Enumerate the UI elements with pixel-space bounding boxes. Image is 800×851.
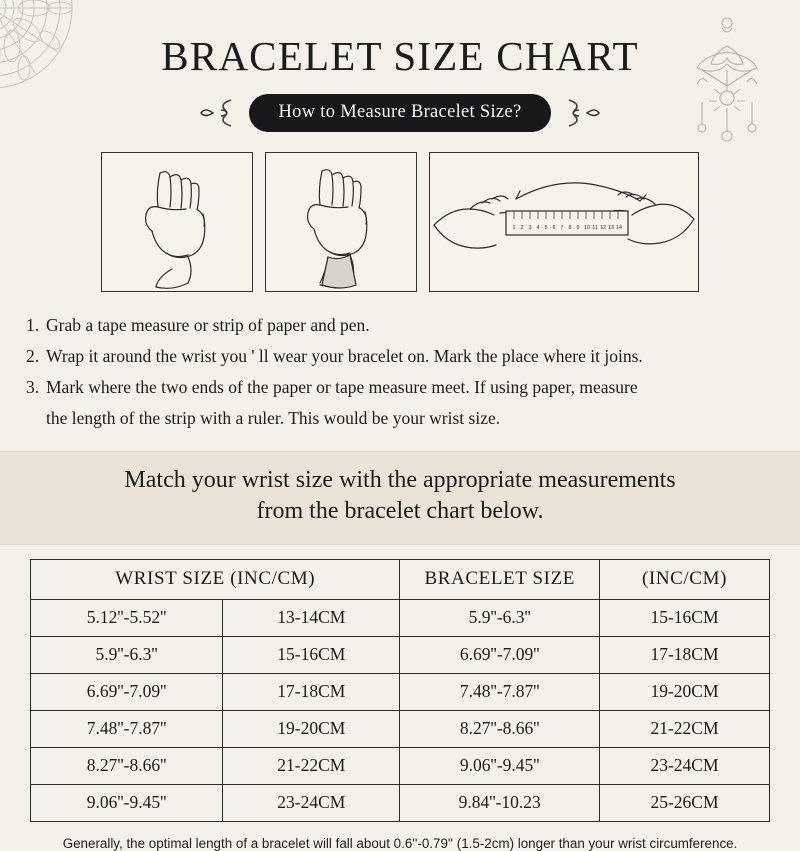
cell-bracelet-cm: 15-16CM (600, 599, 770, 636)
instruction-number: 3. (26, 377, 40, 398)
cell-bracelet-inch: 9.06''-9.45'' (400, 747, 600, 784)
flourish-left-icon (197, 96, 237, 130)
table-header-unit: (INC/CM) (600, 559, 770, 599)
svg-text:1: 1 (512, 225, 516, 231)
cell-wrist-cm: 21-22CM (223, 747, 400, 784)
svg-text:2: 2 (520, 225, 524, 231)
svg-text:8: 8 (568, 225, 572, 231)
svg-text:12: 12 (600, 225, 606, 231)
cell-wrist-cm: 23-24CM (223, 784, 400, 821)
size-table-wrapper (0, 545, 800, 822)
cell-wrist-cm: 17-18CM (223, 673, 400, 710)
panel-hand-with-tape-2 (265, 152, 417, 292)
instruction-item (26, 310, 774, 341)
hand-drawing-1-icon (102, 153, 252, 291)
cell-bracelet-cm: 25-26CM (600, 784, 770, 821)
illustration-panels (0, 152, 800, 292)
svg-text:14: 14 (616, 225, 622, 231)
cell-wrist-inch: 9.06''-9.45'' (31, 784, 223, 821)
svg-text:5: 5 (544, 225, 548, 231)
cell-bracelet-inch: 6.69''-7.09'' (400, 636, 600, 673)
cell-bracelet-cm: 17-18CM (600, 636, 770, 673)
cell-wrist-inch: 6.69''-7.09'' (31, 673, 223, 710)
flourish-right-icon (563, 96, 603, 130)
svg-text:7: 7 (560, 225, 564, 231)
svg-text:4: 4 (536, 225, 540, 231)
table-row (31, 673, 770, 710)
svg-text:13: 13 (608, 225, 614, 231)
table-row (31, 636, 770, 673)
subtitle-row (0, 94, 800, 132)
table-header-wrist: WRIST SIZE (INC/CM) (31, 559, 400, 599)
cell-bracelet-cm: 21-22CM (600, 710, 770, 747)
cell-wrist-inch: 7.48''-7.87'' (31, 710, 223, 747)
cell-wrist-inch: 5.12''-5.52'' (31, 599, 223, 636)
instruction-text: Wrap it around the wrist you ' ll wear your bracelet on. Mark the place where it joins. (46, 346, 643, 367)
subtitle-pill: How to Measure Bracelet Size? (249, 94, 552, 132)
table-row (31, 710, 770, 747)
cell-bracelet-inch: 8.27''-8.66'' (400, 710, 600, 747)
cell-bracelet-cm: 23-24CM (600, 747, 770, 784)
panel-hand-with-tape-1 (101, 152, 253, 292)
svg-text:6: 6 (552, 225, 556, 231)
instruction-text: Grab a tape measure or strip of paper and pen. (46, 315, 370, 335)
band-line-2: from the bracelet chart below. (256, 498, 544, 525)
instruction-text: Mark where the two ends of the paper or tape measure meet. If using paper, measure (46, 377, 638, 398)
cell-wrist-cm: 13-14CM (223, 599, 400, 636)
cell-wrist-cm: 15-16CM (223, 636, 400, 673)
instructions-list (0, 310, 800, 435)
table-row (31, 747, 770, 784)
cell-bracelet-inch: 7.48''-7.87'' (400, 673, 600, 710)
table-body (31, 599, 770, 821)
cell-bracelet-inch: 5.9''-6.3'' (400, 599, 600, 636)
instruction-item (26, 341, 774, 372)
cell-wrist-inch: 8.27''-8.66'' (31, 747, 223, 784)
hand-drawing-2-icon (266, 153, 416, 291)
table-header-row (31, 559, 770, 599)
svg-text:9: 9 (576, 225, 580, 231)
table-row (31, 599, 770, 636)
instruction-number: 2. (26, 346, 40, 367)
cell-wrist-cm: 19-20CM (223, 710, 400, 747)
panel-hands-measuring-ruler (429, 152, 699, 292)
page-title: BRACELET SIZE CHART (161, 33, 639, 79)
svg-text:11: 11 (592, 225, 598, 231)
cell-bracelet-inch: 9.84''-10.23 (400, 784, 600, 821)
match-instruction-band (0, 451, 800, 545)
size-table (30, 559, 770, 822)
table-row (31, 784, 770, 821)
cell-wrist-inch: 5.9''-6.3'' (31, 636, 223, 673)
band-line-1: Match your wrist size with the appropriate measurements (124, 466, 676, 493)
instruction-text-continued: the length of the strip with a ruler. This would be your wrist size. (46, 408, 501, 429)
instruction-number: 1. (26, 315, 40, 335)
cell-bracelet-cm: 19-20CM (600, 673, 770, 710)
bracelet-size-chart-page (0, 18, 800, 851)
table-header-bracelet: BRACELET SIZE (400, 559, 600, 599)
svg-text:3: 3 (528, 225, 532, 231)
svg-text:10: 10 (584, 225, 590, 231)
footnote: Generally, the optimal length of a bracelet will fall about 0.6''-0.79'' (1.5-2cm) longer than your wrist circumference. (62, 835, 738, 851)
ruler-hands-drawing-icon (430, 153, 698, 291)
instruction-item (26, 372, 774, 403)
